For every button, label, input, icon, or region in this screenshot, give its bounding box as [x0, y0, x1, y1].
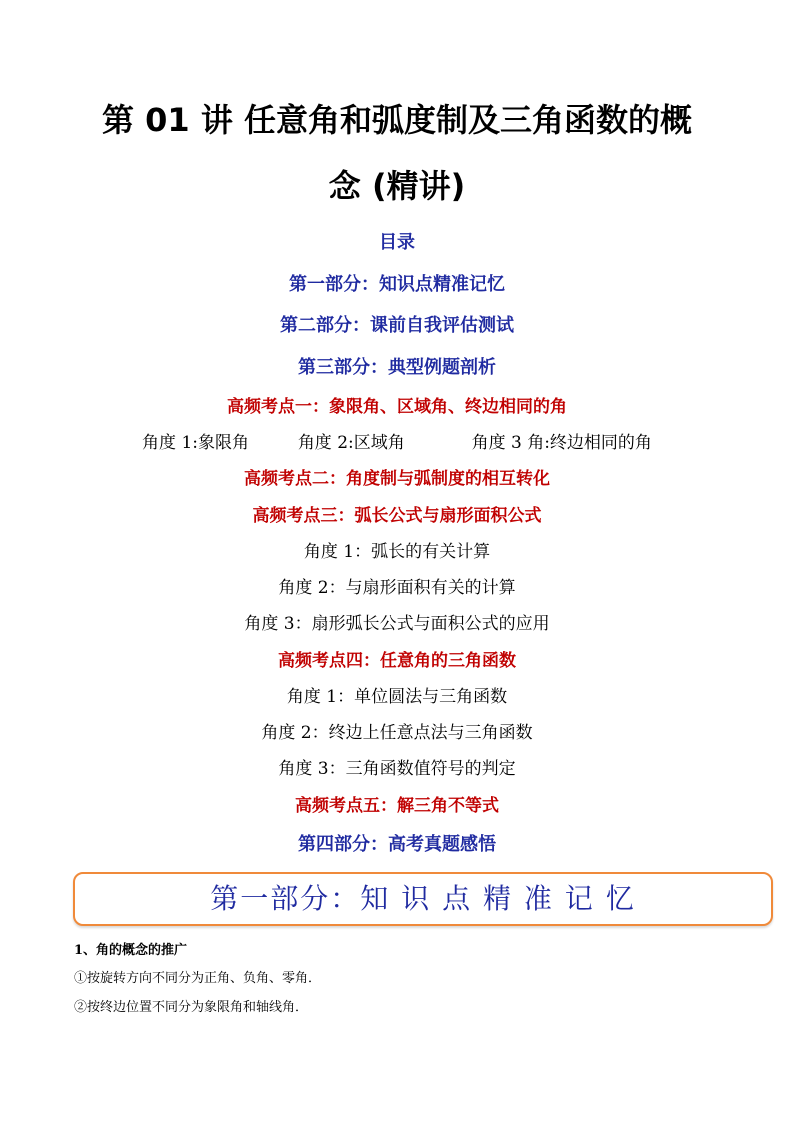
- toc-part4: 第四部分：高考真题感悟: [298, 834, 496, 855]
- toc-hf4-angle-3: 角度 3：三角函数值符号的判定: [278, 759, 516, 779]
- toc-hf5: 高频考点五：解三角不等式: [295, 796, 499, 816]
- toc-hf3-angle-1: 角度 1：弧长的有关计算: [303, 542, 491, 562]
- doc-title-line-2: 念 (精讲): [328, 167, 466, 205]
- section-heading: 1、角的概念的推广: [74, 943, 188, 958]
- list-item: ②按终边位置不同分为象限角和轴线角．: [74, 1000, 309, 1015]
- toc-part3: 第三部分：典型例题剖析: [298, 357, 496, 378]
- toc-part1: 第一部分：知识点精准记忆: [289, 274, 505, 295]
- section-banner-text: 第一部分：知 识 点 精 准 记 忆: [210, 882, 636, 915]
- toc-hf1-angle-1: 角度 1:象限角: [142, 433, 249, 453]
- section-banner: [73, 872, 773, 926]
- toc-hf1-angle-2: 角度 2:区域角: [297, 433, 405, 453]
- toc-heading: 目录: [379, 232, 415, 253]
- toc-hf4-angle-1: 角度 1：单位圆法与三角函数: [286, 687, 508, 707]
- toc-hf3: 高频考点三：弧长公式与扇形面积公式: [252, 506, 542, 526]
- toc-hf3-angle-2: 角度 2：与扇形面积有关的计算: [278, 578, 516, 598]
- toc-hf3-angle-3: 角度 3：扇形弧长公式与面积公式的应用: [244, 614, 550, 634]
- toc-hf4: 高频考点四：任意角的三角函数: [278, 651, 516, 671]
- toc-part2: 第二部分：课前自我评估测试: [280, 315, 514, 336]
- toc-hf4-angle-2: 角度 2：终边上任意点法与三角函数: [261, 723, 533, 743]
- toc-hf2: 高频考点二：角度制与弧制度的相互转化: [244, 469, 550, 489]
- toc-hf1: 高频考点一：象限角、区域角、终边相同的角: [227, 397, 567, 417]
- doc-title-line-1: 第 01 讲 任意角和弧度制及三角函数的概: [102, 101, 692, 139]
- toc-hf1-angle-3: 角度 3 角:终边相同的角: [471, 433, 652, 453]
- list-item: ①按旋转方向不同分为正角、负角、零角．: [74, 971, 322, 986]
- toc-hf1-angles: [40, 432, 754, 454]
